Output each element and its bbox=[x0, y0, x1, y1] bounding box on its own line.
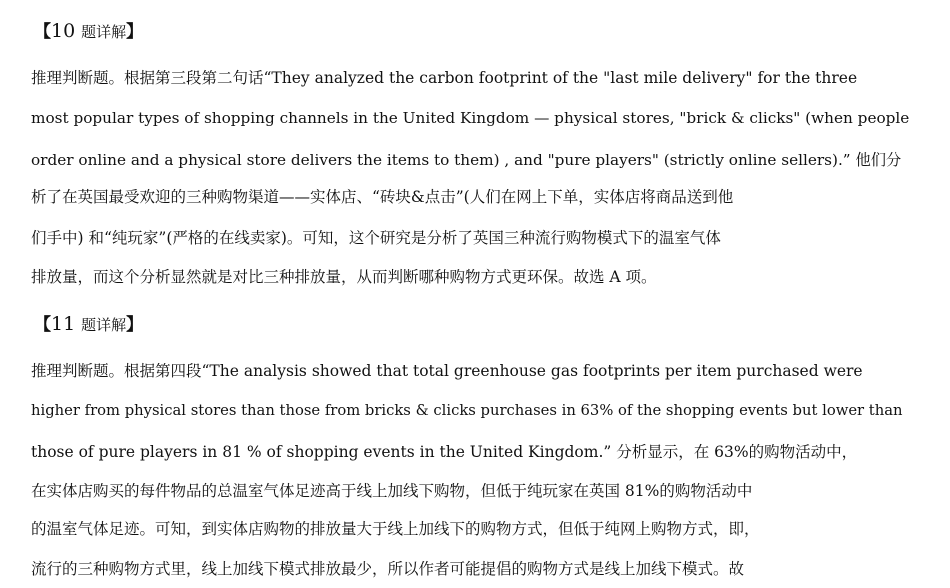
q10-line-4: 析了在英国最受欢迎的三种购物渠道——实体店、“砖块&点击”(人们在网上下单，实体店将商品送到他 bbox=[31, 188, 734, 206]
q10-line-6: 排放量，而这个分析显然就是对比三种排放量，从而判断哪种购物方式更环保。故选 A 项。 bbox=[31, 268, 657, 286]
question-number: 11 bbox=[51, 313, 76, 335]
bracket-open: 【 bbox=[34, 315, 51, 335]
bracket-close: 】 bbox=[126, 22, 144, 42]
q10-line-1: 推理判断题。根据第三段第二句话“They analyzed the carbon footprint of the "last mile delivery" for the three bbox=[31, 69, 858, 87]
q10-line-5: 们手中) 和“纯玩家”(严格的在线卖家)。可知，这个研究是分析了英国三种流行购物模式下的温室气体 bbox=[31, 229, 721, 247]
q11-line-3: those of pure players in 81 % of shopping events in the United Kingdom.” 分析显示，在 63%的购物活动中， bbox=[31, 443, 858, 461]
question-number: 10 bbox=[51, 20, 76, 42]
q11-heading bbox=[34, 313, 143, 336]
q10-line-3: order online and a physical store delivers the items to them) , and "pure players" (strictly online sellers).” 他们分 bbox=[31, 151, 902, 169]
q11-line-4: 在实体店购买的每件物品的总温室气体足迹高于线上加线下购物，但低于纯玩家在英国 81%的购物活动中 bbox=[31, 482, 753, 500]
q11-line-1: 推理判断题。根据第四段“The analysis showed that total greenhouse gas footprints per item purchased were bbox=[31, 362, 863, 380]
q11-line-5: 的温室气体足迹。可知，到实体店购物的排放量大于线上加线下的购物方式，但低于纯网上购物方式，即， bbox=[31, 520, 760, 538]
bracket-close: 】 bbox=[126, 315, 144, 335]
heading-text: 题详解 bbox=[81, 23, 127, 41]
bracket-open: 【 bbox=[34, 22, 51, 42]
q10-heading bbox=[34, 20, 143, 43]
q10-line-2: most popular types of shopping channels in the United Kingdom — physical stores, "brick & clicks" (when people bbox=[31, 109, 910, 127]
q11-line-6: 流行的三种购物方式里，线上加线下模式排放最少，所以作者可能提倡的购物方式是线上加线下模式。故 bbox=[31, 560, 745, 578]
heading-text: 题详解 bbox=[81, 316, 127, 334]
q11-line-2: higher from physical stores than those from bricks & clicks purchases in 63% of the shopping events but lower than bbox=[31, 402, 903, 419]
